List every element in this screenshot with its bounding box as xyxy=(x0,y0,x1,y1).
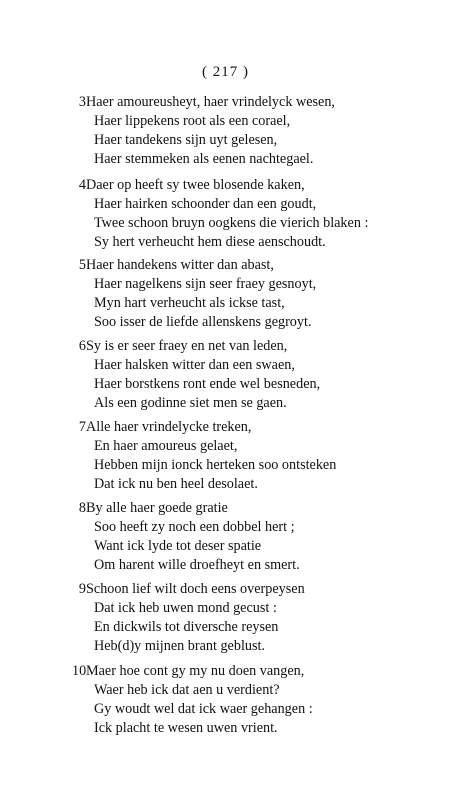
verse-text: By alle haer goede gratie xyxy=(86,500,228,516)
stanza xyxy=(72,337,432,413)
verse-line xyxy=(72,637,432,656)
verse-text: Schoon lief wilt doch eens overpeysen xyxy=(86,581,305,597)
verse-text: Dat ick nu ben heel desolaet. xyxy=(94,476,258,492)
stanza xyxy=(72,499,432,575)
verse-text: En haer amoureus gelaet, xyxy=(94,438,238,454)
verse-text: En dickwils tot diversche reysen xyxy=(94,619,279,635)
verse-line xyxy=(72,556,432,575)
verse-text: Waer heb ick dat aen u verdient? xyxy=(94,682,280,698)
verse-line xyxy=(72,337,432,356)
verse-text: Twee schoon bruyn oogkens die vierich blaken : xyxy=(94,215,369,231)
verse-line xyxy=(72,112,432,131)
stanza-number: 5 xyxy=(78,257,86,273)
verse-line xyxy=(72,375,432,394)
verse-line xyxy=(72,475,432,494)
verse-line xyxy=(72,719,432,738)
verse-text: Sy is er seer fraey en net van leden, xyxy=(86,338,288,354)
stanza-number: 6 xyxy=(78,338,86,354)
verse-text: Myn hart verheucht als ickse tast, xyxy=(94,295,285,311)
stanza xyxy=(72,93,432,169)
verse-line xyxy=(72,518,432,537)
verse-text: Daer op heeft sy twee blosende kaken, xyxy=(86,177,305,193)
verse-text: Haer lippekens root als een corael, xyxy=(94,113,291,129)
verse-line xyxy=(72,499,432,518)
verse-text: Haer stemmeken als eenen nachtegael. xyxy=(94,151,314,167)
verse-line xyxy=(72,599,432,618)
stanza xyxy=(72,580,432,656)
verse-line xyxy=(72,176,432,195)
verse-line xyxy=(72,437,432,456)
stanza xyxy=(72,662,432,738)
verse-line xyxy=(72,150,432,169)
verse-text: Hebben mijn ionck herteken soo ontsteken xyxy=(94,457,337,473)
verse-text: Haer tandekens sijn uyt gelesen, xyxy=(94,132,278,148)
verse-text: Als een godinne siet men se gaen. xyxy=(94,395,287,411)
verse-line xyxy=(72,418,432,437)
stanza-number: 8 xyxy=(78,500,86,516)
stanza xyxy=(72,418,432,494)
verse-line xyxy=(72,233,432,252)
verse-line xyxy=(72,275,432,294)
verse-text: Haer amoureusheyt, haer vrindelyck wesen, xyxy=(86,94,335,110)
verse-line xyxy=(72,313,432,332)
verse-line xyxy=(72,394,432,413)
stanza-number: 3 xyxy=(78,94,86,110)
verse-text: Haer borstkens ront ende wel besneden, xyxy=(94,376,321,392)
stanza xyxy=(72,176,432,252)
verse-text: Sy hert verheucht hem diese aenschoudt. xyxy=(94,234,326,250)
stanza-number: 4 xyxy=(78,177,86,193)
stanza-number: 7 xyxy=(78,419,86,435)
verse-line xyxy=(72,131,432,150)
verse-line xyxy=(72,537,432,556)
verse-text: Haer halsken witter dan een swaen, xyxy=(94,357,295,373)
verse-text: Haer nagelkens sijn seer fraey gesnoyt, xyxy=(94,276,317,292)
verse-line xyxy=(72,618,432,637)
page-number: ( 217 ) xyxy=(202,64,249,80)
stanza-number: 10 xyxy=(72,663,87,679)
verse-text: Soo heeft zy noch een dobbel hert ; xyxy=(94,519,295,535)
stanza-number: 9 xyxy=(78,581,86,597)
verse-line xyxy=(72,256,432,275)
verse-text: Alle haer vrindelycke treken, xyxy=(86,419,252,435)
verse-line xyxy=(72,700,432,719)
verse-line xyxy=(72,294,432,313)
verse-line xyxy=(72,93,432,112)
verse-text: Haer hairken schoonder dan een goudt, xyxy=(94,196,317,212)
verse-text: Haer handekens witter dan abast, xyxy=(86,257,274,273)
verse-line xyxy=(72,195,432,214)
verse-line xyxy=(72,580,432,599)
verse-line xyxy=(72,681,432,700)
verse-line xyxy=(72,662,432,681)
stanza xyxy=(72,256,432,332)
verse-line xyxy=(72,356,432,375)
verse-text: Gy woudt wel dat ick waer gehangen : xyxy=(94,701,313,717)
verse-line xyxy=(72,456,432,475)
verse-text: Want ick lyde tot deser spatie xyxy=(94,538,262,554)
verse-text: Soo isser de liefde allenskens gegroyt. xyxy=(94,314,312,330)
verse-text: Dat ick heb uwen mond gecust : xyxy=(94,600,277,616)
verse-text: Maer hoe cont gy my nu doen vangen, xyxy=(86,663,305,679)
verse-text: Heb(d)y mijnen brant geblust. xyxy=(94,638,265,654)
verse-text: Om harent wille droefheyt en smert. xyxy=(94,557,300,573)
verse-line xyxy=(72,214,432,233)
verse-text: Ick placht te wesen uwen vrient. xyxy=(94,720,278,736)
